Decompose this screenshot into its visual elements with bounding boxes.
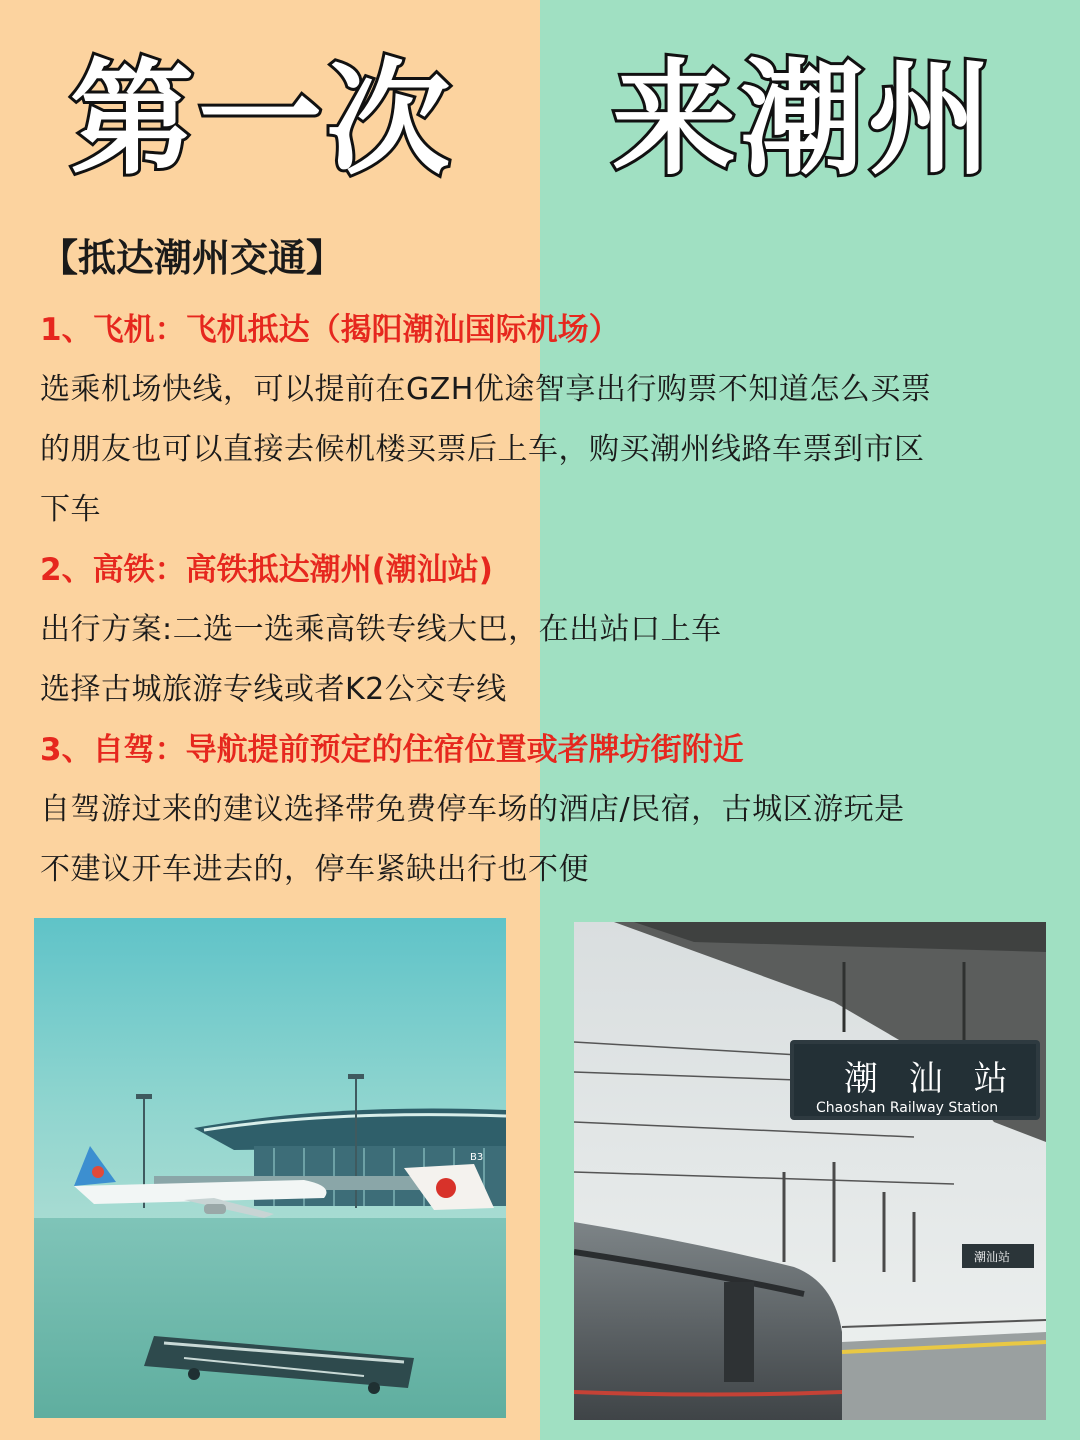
item-rail-title: 2、高铁：高铁抵达潮州(潮汕站) <box>40 552 493 588</box>
railway-station-photo <box>574 922 1046 1420</box>
item-flight-line: 下车 <box>40 492 101 527</box>
item-drive-line: 不建议开车进去的，停车紧缺出行也不便 <box>40 852 589 887</box>
station-sign-chinese: 潮 汕 站 <box>844 1059 1018 1099</box>
item-drive-title: 3、自驾：导航提前预定的住宿位置或者牌坊街附近 <box>40 732 744 768</box>
item-flight-line: 的朋友也可以直接去候机楼买票后上车，购买潮州线路车票到市区 <box>40 432 925 467</box>
airport-photo <box>34 918 506 1418</box>
section-heading: 【抵达潮州交通】 <box>40 236 345 280</box>
tail-number-text: B3 <box>470 1152 484 1163</box>
station-sign-english: Chaoshan Railway Station <box>816 1100 999 1116</box>
item-flight-line: 选乘机场快线，可以提前在GZH优途智享出行购票不知道怎么买票 <box>40 372 932 407</box>
item-high-speed-rail <box>40 540 1060 720</box>
small-station-sign: 潮汕站 <box>974 1250 1011 1264</box>
item-rail-line: 出行方案:二选一选乘高铁专线大巴，在出站口上车 <box>40 612 722 647</box>
transport-guide <box>40 228 1060 900</box>
item-flight <box>40 300 1060 540</box>
item-flight-title: 1、飞机：飞机抵达（揭阳潮汕国际机场） <box>40 312 620 348</box>
item-drive-line: 自驾游过来的建议选择带免费停车场的酒店/民宿，古城区游玩是 <box>40 792 905 827</box>
title-come-to-chaozhou: 来潮州 <box>612 48 997 192</box>
item-self-drive <box>40 720 1060 900</box>
item-rail-line: 选择古城旅游专线或者K2公交专线 <box>40 672 507 707</box>
title-first-time: 第一次 <box>70 48 455 192</box>
